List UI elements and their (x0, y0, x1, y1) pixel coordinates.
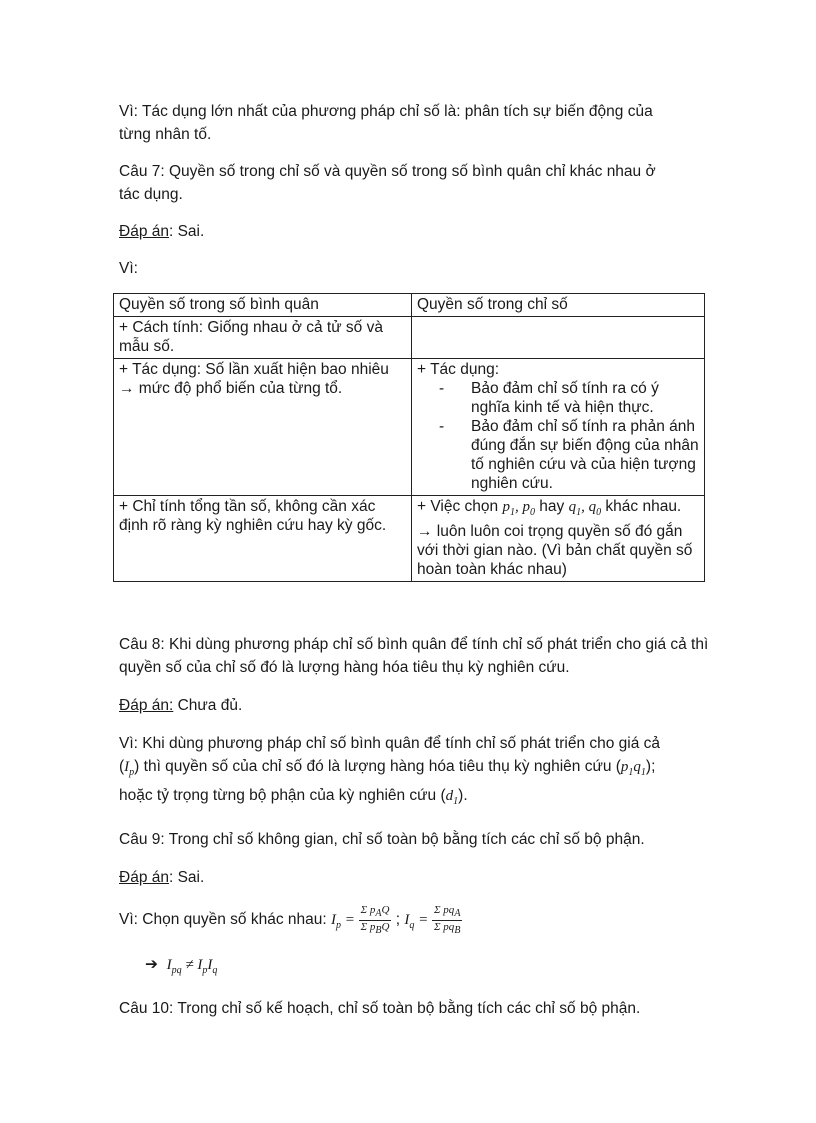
question-8: Câu 8: Khi dùng phương pháp chỉ số bình quân để tính chỉ số phát triển cho giá cả thì quyền số của chỉ số đó là lượng hàng hóa tiêu thụ kỳ nghiên cứu. (119, 636, 709, 676)
explanation-8-line-2: $(I_p)$ thì quyền số của chỉ số đó là lượng hàng hóa tiêu thụ kỳ nghiên cứu $(p_1q_1)$; (119, 758, 656, 778)
row2-right-cell (412, 359, 705, 496)
header-average-weights: Quyền số trong số bình quân (114, 294, 412, 317)
table-row (114, 496, 705, 582)
formula-ip: $I_p$ (124, 759, 135, 778)
table-row (114, 317, 705, 359)
bullet-dash: - (439, 418, 445, 435)
formula-d1: $d_1$ (445, 788, 459, 807)
formula-iq-spatial: $I_q$ = $\frac{\Sigma pq_A}{\Sigma pq_B}$ (404, 904, 461, 937)
row3-right-line-2: → luôn luôn coi trọng quyền số đó gắn với thời gian nào. (Vì bản chất quyền số hoàn toàn khác nhau) (417, 523, 693, 578)
arrow-right-icon: ➔ (145, 956, 158, 974)
formula-ipq-not-equal: $I_{pq} \ne I_pI_q$ (166, 957, 218, 977)
explanation-8-line-1: Vì: Khi dùng phương pháp chỉ số bình quân để tính chỉ số phát triển cho giá cả (119, 735, 661, 752)
document-top (119, 100, 709, 280)
row1-left-cell: + Cách tính: Giống nhau ở cả tử số và mẫu số. (114, 317, 412, 359)
formula-p1-p0: $p_1$, $p_0$ (502, 499, 535, 518)
explanation-9: Vì: Chọn quyền số khác nhau: $I_p$ = $\frac{\Sigma p_AQ}{\Sigma p_BQ}$ ; $I_q$ = $\frac{\Sigma pq_A}{\Sigma pq_B}$ (119, 904, 461, 937)
list-item: - Bảo đảm chỉ số tính ra phản ánh đúng đắn sự biến động của nhân tố nghiên cứu và của hiện tượng nghiên cứu. (439, 418, 699, 492)
answer-9-value: : Sai. (168, 869, 205, 886)
formula-p1q1: $p_1q_1$ (620, 759, 646, 778)
row3-left-cell: + Chỉ tính tổng tần số, không cần xác định rõ ràng kỳ nghiên cứu hay kỳ gốc. (114, 496, 412, 582)
list-item: - Bảo đảm chỉ số tính ra có ý nghĩa kinh tế và hiện thực. (439, 380, 659, 416)
question-10: Câu 10: Trong chỉ số kế hoạch, chỉ số toàn bộ bằng tích các chỉ số bộ phận. (119, 1000, 641, 1018)
row1-right-cell (412, 317, 705, 359)
question-9: Câu 9: Trong chỉ số không gian, chỉ số toàn bộ bằng tích các chỉ số bộ phận. (119, 831, 645, 848)
table-header-row (114, 294, 705, 317)
header-index-weights: Quyền số trong chỉ số (412, 294, 705, 317)
intro-line-1: Vì: Tác dụng lớn nhất của phương pháp chỉ số là: phân tích sự biến động của (119, 103, 653, 120)
question-7-line-1: Câu 7: Quyền số trong chỉ số và quyền số trong số bình quân chỉ khác nhau ở (119, 163, 656, 180)
answer-7-value: : Sai. (168, 223, 205, 240)
comparison-table (113, 293, 705, 582)
answer-9-label: Đáp án (119, 869, 169, 886)
explanation-8-line-3: hoặc tỷ trọng từng bộ phận của kỳ nghiên cứu $(d_1)$. (119, 787, 468, 807)
answer-7-label: Đáp án (119, 223, 169, 240)
question-7-line-2: tác dụng. (119, 186, 183, 203)
answer-8 (119, 694, 709, 717)
formula-ip-spatial: $I_p$ = $\frac{\Sigma p_AQ}{\Sigma p_BQ}$ (330, 904, 390, 937)
answer-7 (119, 220, 709, 243)
table-row (114, 359, 705, 496)
formula-q1-q0: $q_1$, $q_0$ (568, 499, 602, 518)
answer-8-label: Đáp án: (119, 697, 174, 714)
intro-line-2: từng nhân tố. (119, 126, 212, 143)
reason-7-label: Vì: (119, 260, 138, 277)
answer-8-value: Chưa đủ. (173, 697, 243, 714)
document-bottom (119, 633, 709, 1020)
bullet-dash: - (439, 380, 445, 397)
row2-left-cell: + Tác dụng: Số lần xuất hiện bao nhiêu → mức độ phổ biến của từng tổ. (114, 359, 412, 496)
row2-right-title: + Tác dụng: (417, 361, 500, 378)
conclusion-9 (145, 953, 709, 982)
answer-9 (119, 866, 709, 889)
row3-right-cell: + Việc chọn $p_1$, $p_0$ hay $q_1$, $q_0$ khác nhau. → luôn luôn coi trọng quyền số đó gắn với thời gian nào. (Vì bản chất quyền số hoàn toàn khác nhau) (412, 496, 705, 582)
